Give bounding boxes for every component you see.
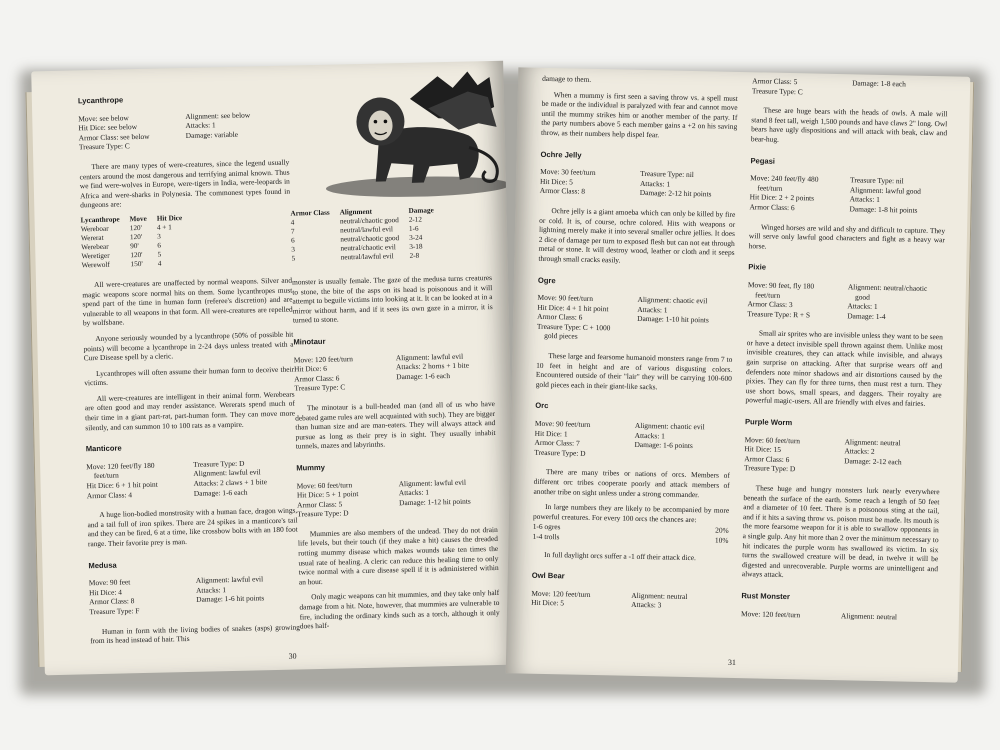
cell: 2-8: [409, 251, 420, 260]
stat: Move: 90 feet, fly 180: [747, 280, 815, 291]
purple-worm-heading: Purple Worm: [744, 417, 793, 428]
stat: Attacks: 1: [398, 487, 430, 498]
stats-right: [185, 109, 289, 150]
paragraph: Mummies are also members of the undead. They do not drain life levels, but their touch (if they make a hit) causes the dreaded rotting mummy disease which makes wounds take ten times the usual rate of healing. A cleric can reduce this healing time to only twice normal with a cure disease spell if it is administered within an hour.: [297, 524, 499, 587]
stat: Hit Dice: 5 + 1 point: [296, 489, 359, 500]
stat: Treasure Type: C: [78, 141, 130, 152]
stat: gold pieces: [536, 331, 578, 342]
stat: Treasure Type: nil: [640, 169, 694, 180]
stat: Treasure Type: D: [193, 458, 245, 469]
stats-right: [852, 78, 948, 99]
cell: 3: [157, 232, 161, 241]
cell: 4 + 1: [156, 223, 172, 232]
right-column-1: [531, 74, 738, 622]
stat: Damage: 1-6 points: [634, 440, 693, 451]
stat: Hit Dice: 1: [534, 428, 568, 439]
stat: Move: 60 feet/turn: [744, 434, 801, 445]
purple-worm-stats: [744, 435, 941, 477]
stat: feet/turn: [747, 289, 781, 300]
chance-label: 1-6 ogres: [532, 522, 561, 532]
stats-left: [741, 609, 837, 621]
stat: Attacks: 1: [195, 584, 227, 595]
stat: Damage: 2-12 hit points: [639, 188, 712, 199]
stat: Attacks: 1: [185, 120, 216, 131]
table-header: Move: [129, 214, 147, 224]
table-header: Hit Dice: [156, 213, 183, 223]
table-header: Damage: [408, 206, 434, 215]
paragraph: There are many tribes or nations of orcs. Members of different orc tribes cooperate poorly and attack members of another tribe on sight unless under a strong commander.: [533, 467, 730, 499]
table-header: Lycanthrope: [80, 215, 120, 225]
cell: neutral/chaotic good: [339, 216, 399, 226]
stat: Armor Class: 8: [89, 596, 135, 607]
stat: Armor Class: see below: [78, 131, 150, 143]
paragraph: A huge lion-bodied monstrosity with a human face, dragon wings, and a tail full of iron spikes. There are 24 spikes in a manticore's tail and they can be fired, 6 at a time, like crossbow bolts with an 180 foot range. Their favorite prey is man.: [87, 505, 298, 549]
stat: Alignment: neutral: [631, 590, 688, 601]
stat: Attacks: 1: [847, 301, 878, 312]
stat: Hit Dice: 6 + 1 hit point: [86, 479, 158, 491]
owl-bear-stats-continued: [752, 76, 948, 99]
stat: Alignment: lawful evil: [195, 574, 264, 586]
left-column-1: [78, 80, 301, 652]
stat: Treasure Type: C: [751, 85, 803, 96]
rust-monster-stats: [741, 609, 937, 623]
stats-left: [89, 576, 193, 617]
stat: Alignment: lawful evil: [193, 467, 261, 479]
paragraph: Ochre jelly is a giant amoeba which can only be killed by fire or cold. It is, of course, ochre colored. Hits with weapons or lightning merely make it into several smaller ochre jellies. It does 2 dice of damage per turn to exposed flesh but can not eat through metal or stone. It will destroy wood, leather or cloth and it seeps through small cracks easily.: [538, 205, 736, 265]
owl-bear-heading: Owl Bear: [531, 570, 565, 581]
pegasi-heading: Pegasi: [750, 155, 776, 166]
stat: Damage: 1-10 hit points: [637, 314, 709, 325]
ochre-jelly-heading: Ochre Jelly: [540, 149, 582, 160]
stat: Damage: 2-12 each: [844, 456, 902, 467]
paragraph: Winged horses are wild and shy and difficult to capture. They will serve only lawful good characters and fight as a heavy war horse.: [748, 221, 946, 251]
stats-right: [841, 611, 937, 623]
paragraph: When a mummy is first seen a saving throw vs. a spell must be made or the individual is paralyzed with fear and cannot move until the mummy strikes him or another member of the party. If the party numbers above 5 each member gains a +2 on his saving throw, as their numbers help dispel fear.: [540, 89, 738, 140]
stat: Alignment: neutral: [844, 436, 901, 448]
minotaur-heading: Minotaur: [293, 336, 326, 347]
manticore-illustration-icon: [317, 66, 516, 202]
stats-right: [399, 476, 498, 517]
stat: Move: 120 feet/fly 180: [86, 460, 155, 472]
stat: Move: 90 feet/turn: [534, 418, 591, 429]
paragraph: These huge and hungry monsters lurk nearly everywhere beneath the surface of the earth. Some reach a length of 50 feet and a diameter of 10 feet. There is a poisonous sting at the tail, and if it hits a saving throw vs. poison must be made. Its mouth is the more fearsome weapon for it is able to swallow opponents in a single gulp. Any hit more than 2 over the minimum necessary to hit indicates the purple worm has swallowed its victim. In six turns the swallowed creature will be dead, in twelve it will be digested and unrecoverable. Purple worms are unintelligent and always attack.: [741, 483, 940, 580]
stat: Treasure Type: D: [534, 447, 586, 458]
stat: Attacks: 2: [844, 446, 875, 457]
lycanthrope-heading: Lycanthrope: [77, 95, 124, 106]
cell: 7: [290, 227, 295, 236]
paragraph: Small air sprites who are invisible unless they want to be seen or have a detect invisible spell thrown against them. Unlike most invisible creatures, they can attack while invisible, and always gain surprise on attacking. After that surprise wears off and defenders note minor shadows and air distortions caused by the pixies. They can fly for three turns, then must rest a turn. They use short bows, small spears, and daggers. Their royalty are powerful magic-users. All are friendly with elves and fairies.: [745, 328, 943, 409]
pixie-heading: Pixie: [748, 262, 767, 272]
stats-left: [297, 479, 396, 520]
mummy-stats: [297, 476, 498, 519]
cell: 120': [129, 223, 142, 233]
stat: Attacks: 3: [631, 600, 662, 610]
stats-right: [193, 457, 297, 498]
lycanthrope-stats: [78, 109, 289, 152]
chance-value: 20%: [715, 525, 729, 536]
cell: neutral/lawful evil: [340, 252, 394, 262]
stat: Hit Dice: 15: [744, 444, 782, 455]
paragraph: These large and fearsome humanoid monsters range from 7 to 10 feet in height and are of various disgusting colors. Encountered outside of their "lair" they will be carrying 100-600 gold pieces each in their giant-like sacks.: [535, 351, 733, 392]
stat: Attacks: 1: [637, 304, 668, 315]
stat: Move: 90 feet: [88, 577, 131, 588]
stat: Damage: 1-8 each: [852, 78, 906, 89]
stat: Alignment: lawful good: [849, 185, 922, 196]
cell: 5: [157, 250, 162, 259]
manticore-stats: [86, 457, 297, 500]
ochre-jelly-stats: [540, 167, 737, 200]
stat: Damage: 1-4: [847, 310, 886, 321]
cell: Weretiger: [81, 251, 110, 261]
stat: Move: 60 feet/turn: [296, 479, 353, 491]
table-header: Alignment: [339, 207, 373, 217]
stat: Attacks: 1: [639, 178, 671, 189]
cell: 120': [130, 250, 143, 260]
stats-right: [844, 437, 941, 477]
stat: Attacks: 1: [634, 430, 665, 441]
owl-bear-stats: [531, 588, 727, 611]
cell: Werebear: [81, 242, 109, 252]
stats-right: [634, 421, 731, 461]
stats-left: [540, 167, 637, 198]
stats-left: [749, 173, 846, 213]
stats-right: [196, 574, 300, 615]
paragraph: monster is usually female. The gaze of the medusa turns creatures to stone, the bite of the asps on its head is poisonous and it will attempt to beguile victims into looking at it. It can be looked at in a mirror without harm, and if it sees its own gaze in a mirror, it is turned to stone.: [291, 273, 493, 325]
left-column-2: [290, 201, 500, 637]
cell: 6: [157, 241, 162, 250]
cell: Wererat: [80, 233, 104, 243]
stat: Hit Dice: 6: [293, 363, 327, 374]
minotaur-stats: [294, 351, 495, 394]
cell: 1-6: [408, 224, 419, 233]
stat: Hit Dice: 4 + 1 hit point: [537, 302, 609, 313]
medusa-heading: Medusa: [88, 560, 117, 570]
stats-left: [78, 112, 182, 153]
stat: feet/turn: [749, 182, 783, 193]
left-page: [31, 61, 517, 676]
stat: Attacks: 2 horns + 1 bite: [395, 360, 470, 372]
stat: Damage: 1-6 each: [193, 487, 248, 498]
paragraph: Anyone seriously wounded by a lycanthrope (50% of possible hit points) will become a lycanthrope in 2-24 days unless treated with a Cure Disease spell by a cleric.: [83, 329, 294, 363]
stat: Armor Class: 5: [752, 76, 798, 87]
paragraph: There are many types of were-creatures, since the legend usually centers around the most dangerous and terrifying animal known. Thus we find were-wolves in Europe, were-tigers in India, were-leopards in Africa and were-sharks in Polynesia. The commonest types found in dungeons are:: [79, 157, 291, 210]
cell: 6: [291, 236, 295, 245]
paragraph: Human in form with the living bodies of snakes (asps) growing from its head instead of hair. This: [90, 622, 300, 646]
stat: Armor Class: 6: [749, 202, 795, 213]
lycanthrope-table: [81, 214, 194, 271]
stat: Armor Class: 7: [534, 437, 580, 448]
right-page: [506, 67, 971, 682]
stat: Move: 120 feet/turn: [740, 608, 801, 619]
cell: 120': [129, 232, 143, 242]
stat: Move: 120 feet/turn: [293, 353, 354, 365]
mummy-heading: Mummy: [296, 462, 326, 473]
table-header: Armor Class: [290, 208, 330, 218]
stat: Alignment: lawful evil: [398, 477, 467, 488]
rust-monster-heading: Rust Monster: [741, 591, 790, 602]
stat: Treasure Type: F: [89, 606, 140, 617]
stat: Armor Class: 3: [747, 299, 793, 310]
page-number: 31: [727, 657, 737, 668]
stat: Treasure Type: C: [294, 382, 346, 393]
stat: Move: 30 feet/turn: [540, 166, 596, 178]
stat: Alignment: neutral/chaotic: [847, 282, 928, 293]
stats-right: [396, 351, 495, 392]
cell: neutral/chaotic good: [340, 234, 400, 244]
cell: Werewolf: [81, 260, 110, 270]
stats-left: [752, 76, 848, 97]
stat: Damage: 1-6 hit points: [196, 593, 265, 605]
stat: Move: 240 feet/fly 480: [750, 173, 819, 184]
stat: good: [847, 291, 870, 302]
page-number: 30: [288, 651, 297, 661]
stat: Armor Class: 6: [294, 373, 340, 384]
cell: 150': [130, 259, 143, 269]
stat: Treasure Type: R + S: [747, 308, 811, 320]
stats-left: [531, 588, 627, 609]
stats-left: [294, 353, 393, 394]
paragraph: In large numbers they are likely to be accompanied by more powerful creatures. For every 100 orcs the chances are:: [532, 502, 730, 524]
stat: Treasure Type: C + 1000: [536, 321, 611, 333]
stats-right: [640, 169, 737, 200]
stat: Hit Dice: 5: [531, 598, 565, 608]
stat: Armor Class: 4: [86, 489, 133, 500]
stat: Alignment: lawful evil: [395, 351, 464, 362]
cell: 3: [291, 245, 296, 254]
stat: Armor Class: 6: [744, 453, 790, 464]
stat: Move: 90 feet/turn: [537, 292, 594, 304]
paragraph: All were-creatures are unaffected by normal weapons. Silver and magic weapons score normal hits on them. Some lycanthropes must spend part of the time in human form (referee's discretion) and are vulnerable to all weapons in that form. All were-creatures are repelled by wolfsbane.: [82, 275, 293, 328]
stat: Armor Class: 6: [537, 312, 583, 323]
cell: Wereboar: [80, 224, 109, 234]
stats-right: [849, 175, 946, 215]
right-column-2: [741, 76, 949, 632]
cell: 5: [291, 254, 296, 263]
stat: Damage: 1-8 hit points: [849, 204, 918, 215]
orc-heading: Orc: [535, 401, 549, 411]
cell: 90': [130, 241, 139, 251]
paragraph: The minotaur is a bull-headed man (and all of us who have debated game rules are well acquainted with such). They are bigger than human size and are man-eaters. They will always attack and pursue as long as their prey is in sight. They usually inhabit tunnels, mazes and labyrinths.: [295, 398, 496, 451]
stat: Treasure Type: nil: [850, 175, 904, 186]
stat: Armor Class: 5: [297, 499, 343, 510]
lycanthrope-table-continued: [290, 206, 444, 263]
cell: 2-12: [408, 215, 423, 224]
stats-right: [637, 295, 734, 345]
table-row: [82, 259, 194, 271]
paragraph: damage to them.: [542, 73, 592, 84]
paragraph: In full daylight orcs suffer a -1 off their attack dice.: [544, 549, 697, 562]
stat: Armor Class: 8: [539, 186, 586, 197]
pegasi-stats: [749, 173, 946, 215]
stat: Attacks: 1: [849, 194, 880, 205]
stat: Damage: 1-12 hit points: [398, 496, 471, 507]
cell: 3-24: [409, 233, 423, 242]
chance-label: 1-4 trolls: [532, 531, 560, 542]
paragraph: All were-creatures are intelligent in their animal form. Werebears are often good and may render assistance. Wererats spend much of their time in a giant part-rat, part-human form. They can move more silently, and can summon 10 to 100 rats as a vampire.: [84, 389, 296, 432]
stat: Hit Dice: 5: [539, 176, 573, 187]
stats-left: [534, 419, 631, 459]
stat: Alignment: chaotic evil: [637, 294, 708, 306]
stats-left: [747, 280, 844, 320]
stats-left: [86, 460, 190, 501]
stats-left: [744, 435, 841, 475]
stat: Treasure Type: D: [297, 508, 349, 519]
cell: neutral/lawful evil: [340, 225, 394, 235]
stat: Move: see below: [78, 112, 129, 123]
stat: feet/turn: [86, 470, 119, 481]
stat: Hit Dice: 4: [88, 587, 122, 598]
ogre-stats: [537, 293, 734, 345]
stat: Damage: 1-6 each: [396, 370, 451, 381]
stat: Hit Dice: 2 + 2 points: [749, 192, 815, 203]
stat: Hit Dice: see below: [78, 122, 138, 133]
chance-value: 10%: [714, 535, 729, 545]
stat: Treasure Type: D: [743, 463, 796, 474]
stat: Attacks: 2 claws + 1 bite: [193, 477, 268, 488]
paragraph: Lycanthropes will often assume their human form to deceive their victims.: [84, 364, 295, 388]
orc-stats: [534, 419, 731, 461]
cell: 4: [290, 218, 295, 227]
stats-right: [847, 282, 944, 322]
stat: Alignment: neutral: [840, 610, 898, 621]
stat: Alignment: see below: [185, 110, 251, 121]
cell: 4: [157, 259, 162, 268]
stat: Move: 120 feet/turn: [531, 588, 591, 599]
manticore-heading: Manticore: [85, 443, 122, 454]
medusa-stats: [89, 574, 300, 617]
cell: neutral/chaotic evil: [340, 243, 396, 253]
stat: Alignment: chaotic evil: [634, 420, 705, 432]
stats-left: [537, 293, 634, 343]
paragraph: These are huge bears with the heads of owls. A male will stand 8 feet tall, weigh 1,500 pounds and have claws 2" long. Owl bears have ugly dispositions and will attack with beak, claw and bear-hug.: [750, 105, 948, 144]
stat: Damage: variable: [185, 129, 239, 140]
paragraph: Only magic weapons can hit mummies, and they take only half damage from a hit. Note, however, that mummies are vulnerable to fire, including the ordinary kinds such as a torch, although it only does half-: [299, 588, 500, 631]
pixie-stats: [747, 280, 944, 322]
ogre-heading: Ogre: [537, 275, 556, 285]
cell: 3-18: [409, 242, 423, 251]
stats-right: [631, 591, 727, 612]
